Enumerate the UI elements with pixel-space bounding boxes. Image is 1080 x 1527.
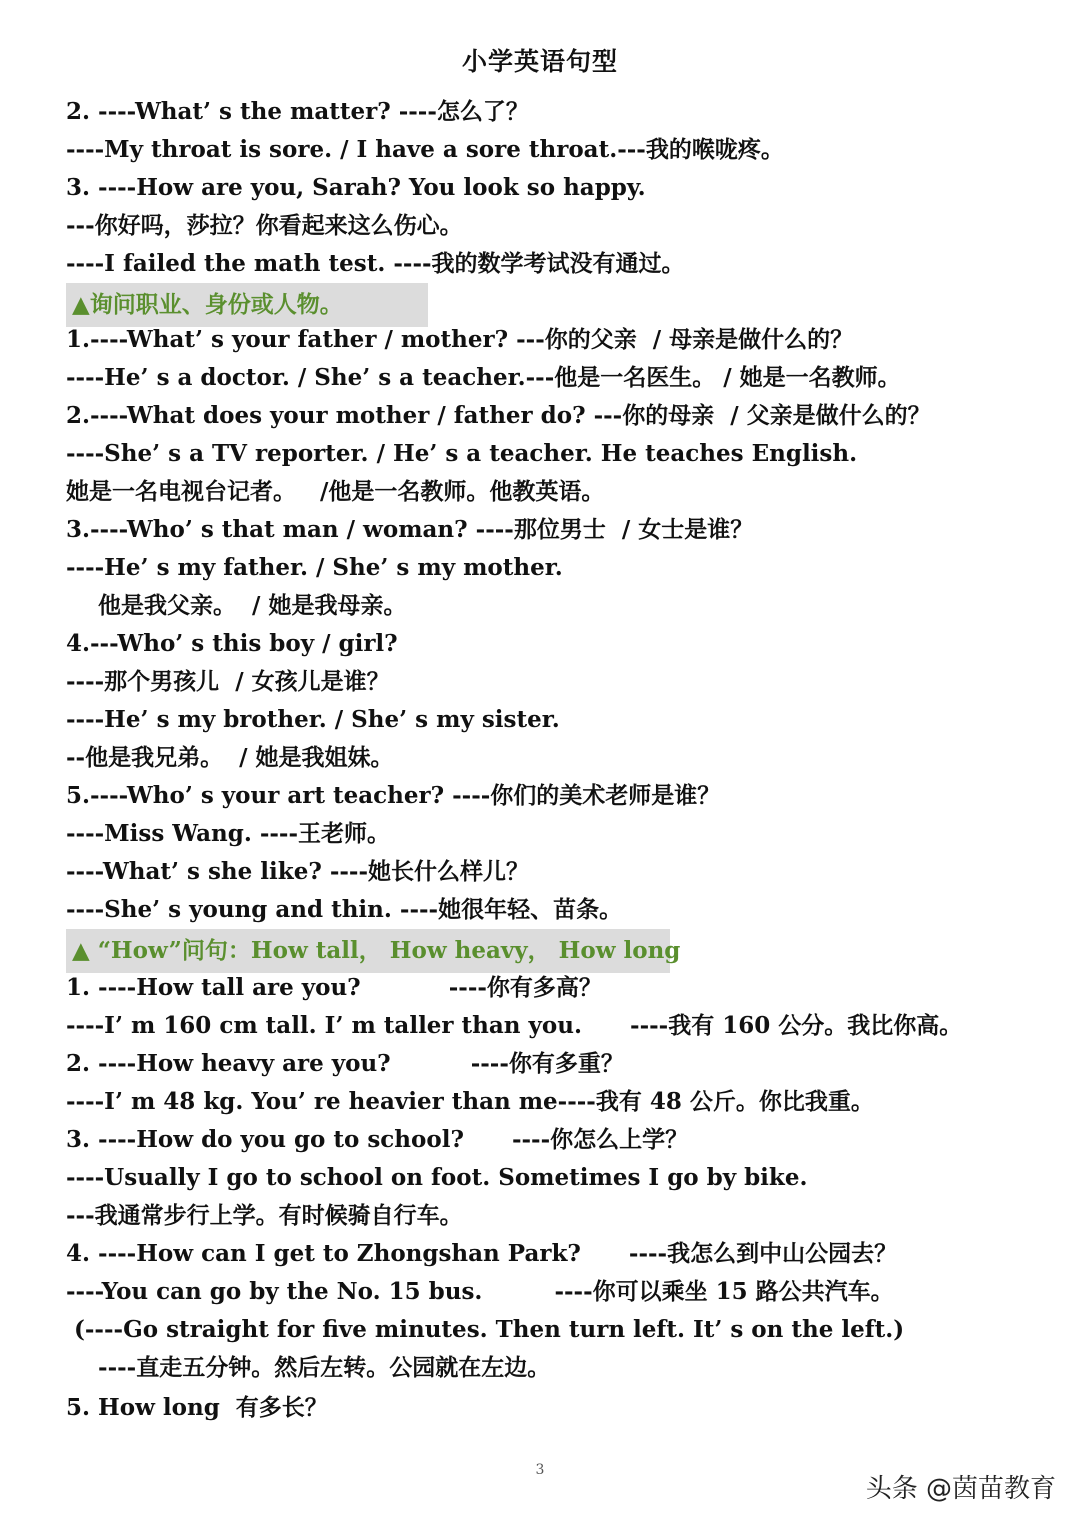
sentence-line: 4. ----How can I get to Zhongshan Park? ----我怎么到中山公园去？ [66, 1240, 898, 1267]
section-heading-how-questions: ▲ “How”问句：How tall， How heavy， How long [66, 929, 670, 973]
watermark: 头条 @茵苗教育 [865, 1474, 1056, 1504]
sentence-line: ----I failed the math test. ----我的数学考试没有通过。 [66, 250, 685, 277]
sentence-line: 3. ----How are you, Sarah? You look so happy. [66, 174, 646, 201]
page-number: 3 [535, 1462, 545, 1478]
sentence-line: 3. ----How do you go to school? ----你怎么上学？ [66, 1126, 689, 1153]
sentence-line: ----直走五分钟。然后左转。公园就在左边。 [66, 1354, 551, 1381]
sentence-line: ----You can go by the No. 15 bus. ----你可以乘坐 15 路公共汽车。 [66, 1278, 894, 1305]
sentence-line: 2. ----What’ s the matter? ----怎么了？ [66, 98, 529, 125]
sentence-line: 2. ----How heavy are you? ----你有多重？ [66, 1050, 624, 1077]
sentence-line: ----She’ s young and thin. ----她很年轻、苗条。 [66, 896, 623, 923]
sentence-line: 5. How long 有多长？ [66, 1394, 328, 1421]
sentence-line: 2.----What does your mother / father do? ---你的母亲 / 父亲是做什么的？ [66, 402, 931, 429]
sentence-line: ----He’ s my brother. / She’ s my sister. [66, 706, 560, 733]
sentence-line: ---你好吗，莎拉？你看起来这么伤心。 [66, 212, 463, 239]
sentence-line: ----Miss Wang. ----王老师。 [66, 820, 391, 847]
sentence-line: ----She’ s a TV reporter. / He’ s a teacher. He teaches English. [66, 440, 858, 467]
sentence-line: 3.----Who’ s that man / woman? ----那位男士 / 女士是谁？ [66, 516, 754, 543]
sentence-line: 1. ----How tall are you? ----你有多高？ [66, 974, 602, 1001]
sentence-line: ----Usually I go to school on foot. Sometimes I go by bike. [66, 1164, 808, 1191]
sentence-line: 4.---Who’ s this boy / girl? [66, 630, 398, 657]
sentence-line: ----He’ s my father. / She’ s my mother. [66, 554, 563, 581]
sentence-line: ----What’ s she like? ----她长什么样儿？ [66, 858, 529, 885]
page-title: 小学英语句型 [461, 47, 618, 76]
sentence-line: ----那个男孩儿 / 女孩儿是谁？ [66, 668, 390, 695]
sentence-line: 她是一名电视台记者。 /他是一名教师。他教英语。 [66, 478, 605, 505]
sentence-line: --他是我兄弟。 / 她是我姐妹。 [66, 744, 394, 771]
sentence-line: ----He’ s a doctor. / She’ s a teacher.---他是一名医生。 / 她是一名教师。 [66, 364, 901, 391]
sentence-line: 5.----Who’ s your art teacher? ----你们的美术老师是谁？ [66, 782, 721, 809]
sentence-line: ---我通常步行上学。有时候骑自行车。 [66, 1202, 463, 1229]
sentence-line: (----Go straight for five minutes. Then turn left. It’ s on the left.) [66, 1316, 905, 1343]
sentence-line: 他是我父亲。 / 她是我母亲。 [66, 592, 407, 619]
sentence-line: ----I’ m 48 kg. You’ re heavier than me----我有 48 公斤。你比我重。 [66, 1088, 874, 1115]
sentence-line: 1.----What’ s your father / mother? ---你的父亲 / 母亲是做什么的？ [66, 326, 854, 353]
sentence-line: ----My throat is sore. / I have a sore throat.---我的喉咙疼。 [66, 136, 784, 163]
sentence-line: ----I’ m 160 cm tall. I’ m taller than you. ----我有 160 公分。我比你高。 [66, 1012, 963, 1039]
section-heading-occupation: ▲询问职业、身份或人物。 [66, 283, 428, 327]
